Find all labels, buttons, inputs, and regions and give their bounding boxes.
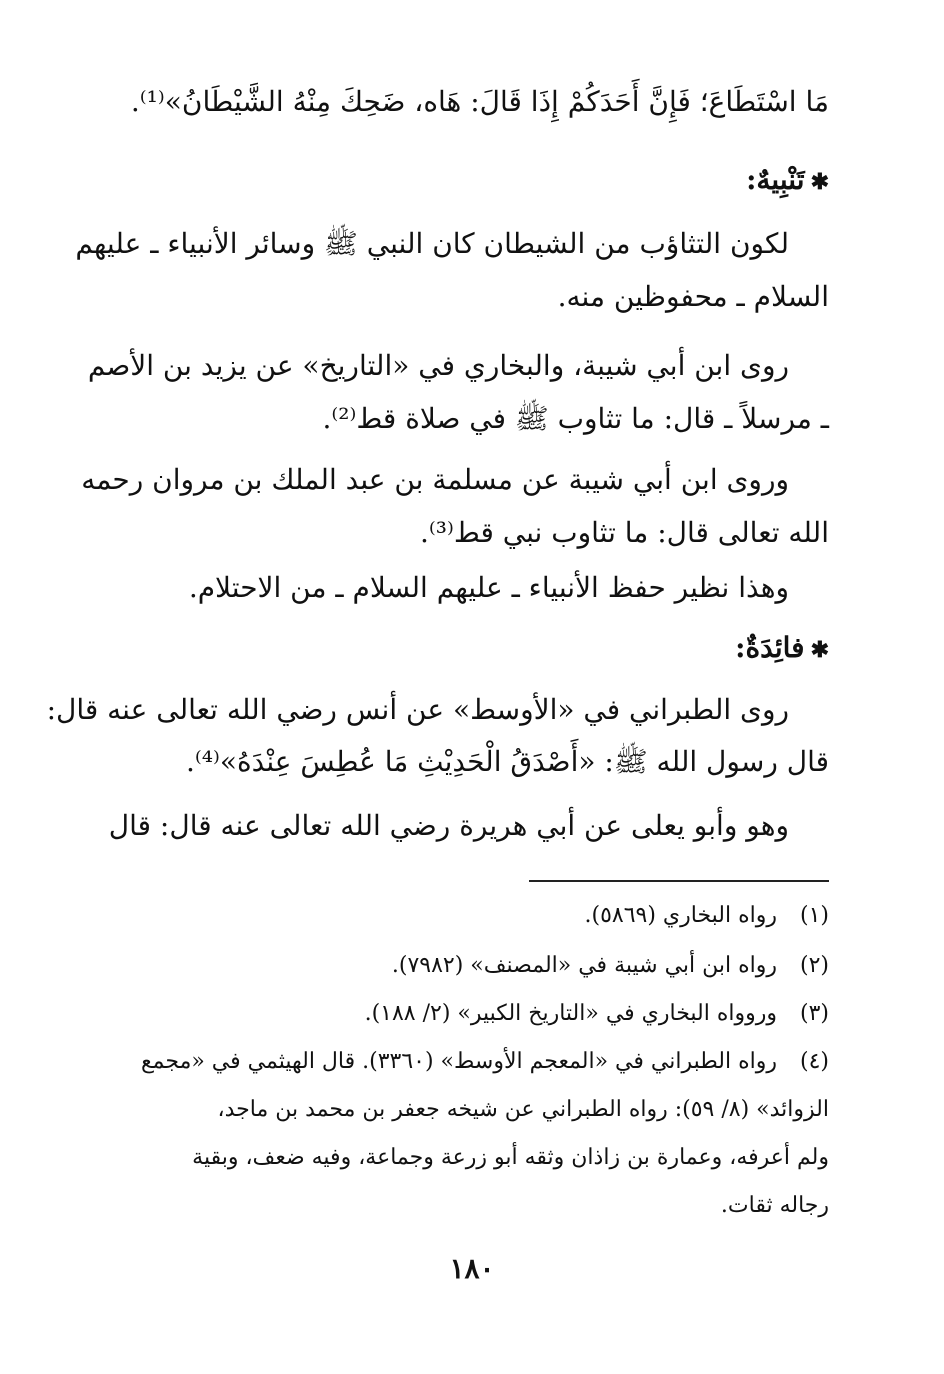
text-line: مَا اسْتَطَاعَ؛ فَإِنَّ أَحَدَكُمْ إِذَا قَالَ: هَاه، ضَحِكَ مِنْهُ الشَّيْطَانُ»⁽¹⁾. <box>130 85 829 118</box>
section-heading-tanbih <box>746 160 829 202</box>
footnote-4-line: رجاله ثقات. <box>720 1193 829 1218</box>
heading-text: تَنْبِيهٌ: <box>746 163 805 196</box>
text-line: السلام ـ محفوظين منه. <box>557 280 829 313</box>
heading-text: فائِدَةٌ: <box>735 631 805 664</box>
footnote-number: (١) <box>799 903 829 928</box>
footnote-text: وروواه البخاري في «التاريخ الكبير» (٢/ ١٨٨). <box>364 1001 777 1026</box>
page-number: ١٨٠ <box>449 1252 495 1285</box>
text-line: ـ مرسلاً ـ قال: ما تثاوب ﷺ في صلاة قط⁽²⁾. <box>322 402 829 435</box>
footnote-divider <box>529 880 829 882</box>
section-heading-faida <box>735 628 829 670</box>
text-line: وهو وأبو يعلى عن أبي هريرة رضي الله تعالى عنه قال: قال <box>108 809 789 842</box>
text-line: وهذا نظير حفظ الأنبياء ـ عليهم السلام ـ من الاحتلام. <box>188 571 789 604</box>
text-line: الله تعالى قال: ما تثاوب نبي قط⁽³⁾. <box>419 516 829 549</box>
footnote-text: رواه الطبراني في «المعجم الأوسط» (٣٣٦٠). قال الهيثمي في «مجمع <box>140 1049 777 1074</box>
footnote-number: (٢) <box>799 953 829 978</box>
footnote-2 <box>115 948 829 984</box>
text-line: روى ابن أبي شيبة، والبخاري في «التاريخ» عن يزيد بن الأصم <box>87 349 789 382</box>
footnote-number: (٣) <box>799 1001 829 1026</box>
footnote-4-line: الزوائد» (٨/ ٥٩): رواه الطبراني عن شيخه جعفر بن محمد بن ماجد، <box>217 1097 829 1122</box>
footnote-text: رواه البخاري (٥٨٦٩). <box>584 903 777 928</box>
footnote-4-line: ولم أعرفه، وعمارة بن زاذان وثقه أبو زرعة وجماعة، وفيه ضعف، وبقية <box>192 1145 829 1170</box>
footnote-text: رواه ابن أبي شيبة في «المصنف» (٧٩٨٢). <box>391 953 777 978</box>
footnote-4 <box>115 1044 829 1080</box>
text-line: قال رسول الله ﷺ: «أَصْدَقُ الْحَدِيْثِ مَا عُطِسَ عِنْدَهُ»⁽⁴⁾. <box>185 745 829 778</box>
footnote-number: (٤) <box>799 1049 829 1074</box>
asterisk-icon: ✱ <box>810 169 829 195</box>
asterisk-icon: ✱ <box>810 637 829 663</box>
footnote-3 <box>115 996 829 1032</box>
text-line: وروى ابن أبي شيبة عن مسلمة بن عبد الملك بن مروان رحمه <box>81 463 789 496</box>
footnote-1 <box>115 898 829 934</box>
text-line: لكون التثاؤب من الشيطان كان النبي ﷺ وسائر الأنبياء ـ عليهم <box>75 227 789 260</box>
text-line: روى الطبراني في «الأوسط» عن أنس رضي الله تعالى عنه قال: <box>46 693 789 726</box>
